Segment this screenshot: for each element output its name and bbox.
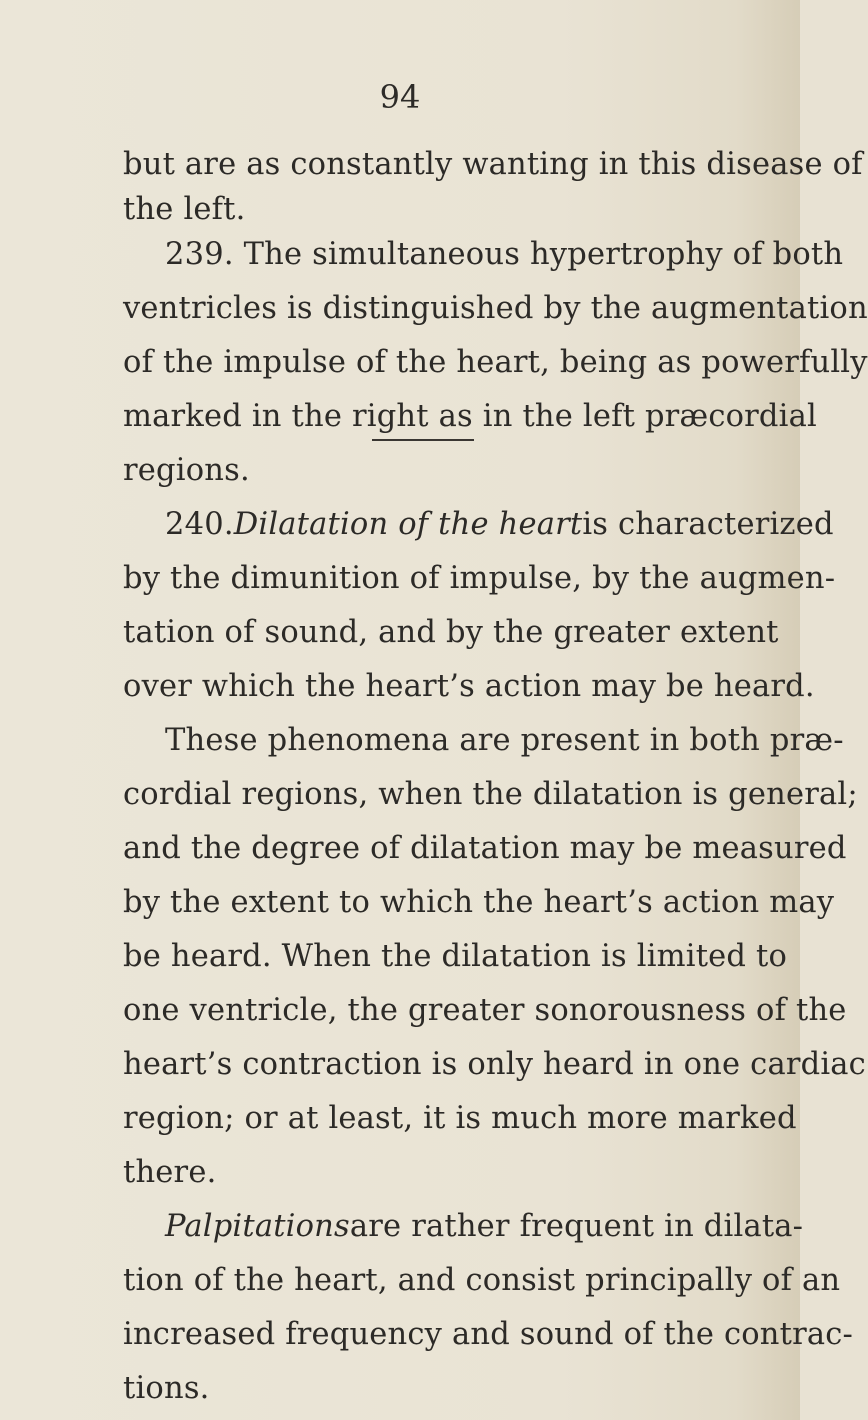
text-line xyxy=(165,1197,804,1257)
line-remainder: are rather frequent in dilata- xyxy=(349,1209,804,1244)
section-heading: Dilatation of the heart xyxy=(233,507,583,542)
text-line: there. xyxy=(123,1155,217,1190)
text-line: of the impulse of the heart, being as powerfully xyxy=(123,345,868,380)
text-line: 239. The simultaneous hypertrophy of both xyxy=(165,237,844,272)
text-line xyxy=(165,495,834,555)
palpitations-term: Palpitations xyxy=(165,1209,350,1244)
text-line: ventricles is distinguished by the augmentation xyxy=(123,291,868,326)
text-line: be heard. When the dilatation is limited to xyxy=(123,939,788,974)
text-line: and the degree of dilatation may be measured xyxy=(123,831,847,866)
text-line: cordial regions, when the dilatation is general; xyxy=(123,777,858,812)
text-line: over which the heart’s action may be heard. xyxy=(123,669,815,704)
text-line: heart’s contraction is only heard in one cardiac xyxy=(123,1047,866,1082)
heading-continuation: is characterized xyxy=(582,507,834,542)
text-line: tions. xyxy=(123,1371,210,1406)
text-line: These phenomena are present in both præ- xyxy=(165,723,844,758)
text-line: by the dimunition of impulse, by the augmen- xyxy=(123,561,836,596)
text-line: by the extent to which the heart’s action may xyxy=(123,885,835,920)
text-line: the left. xyxy=(123,192,246,227)
text-line: marked in the right as in the left præcordial xyxy=(123,399,817,434)
text-line: tation of sound, and by the greater extent xyxy=(123,615,779,650)
text-line: increased frequency and sound of the contrac- xyxy=(123,1317,854,1352)
text-line: tion of the heart, and consist principally of an xyxy=(123,1263,841,1298)
section-number: 240. xyxy=(165,507,234,542)
page-number: 94 xyxy=(379,78,421,116)
text-line: region; or at least, it is much more marked xyxy=(123,1101,797,1136)
section-divider xyxy=(372,439,474,441)
text-line: regions. xyxy=(123,453,250,488)
text-line: but are as constantly wanting in this disease of xyxy=(123,147,863,182)
text-line: one ventricle, the greater sonorousness of the xyxy=(123,993,847,1028)
